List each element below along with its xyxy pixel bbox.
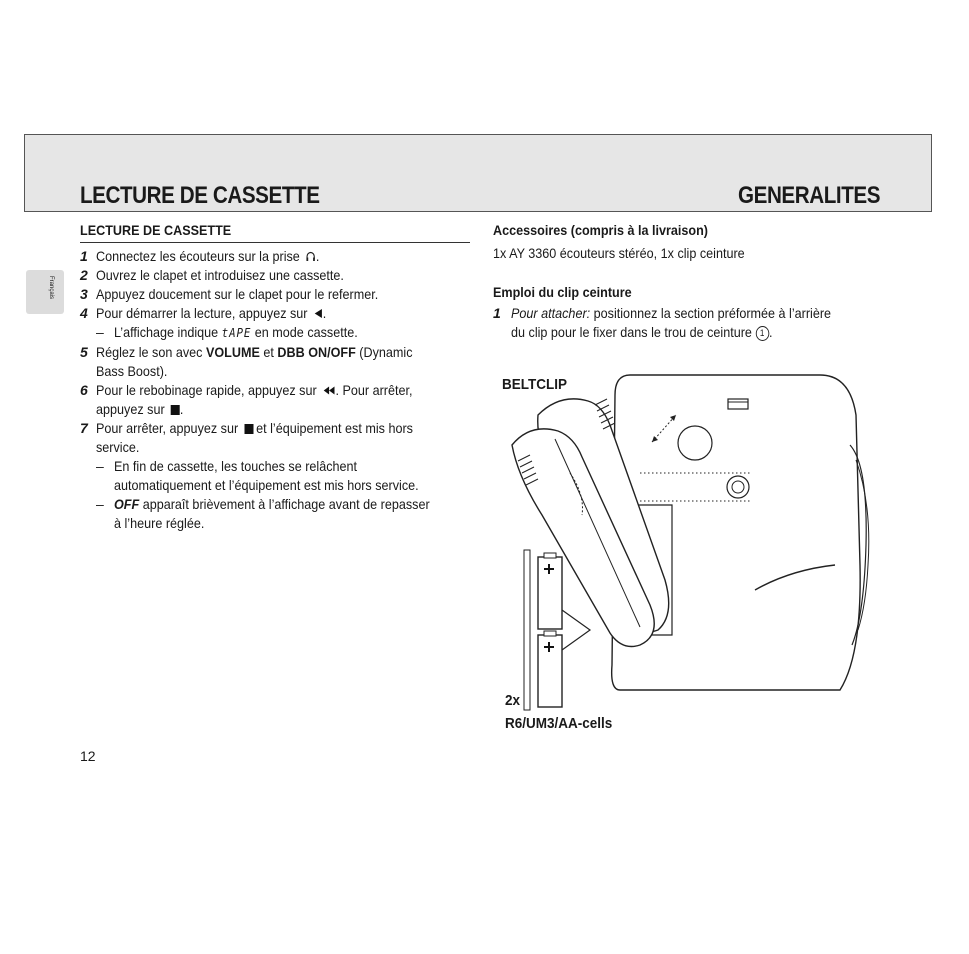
rewind-icon bbox=[323, 386, 336, 395]
left-column bbox=[80, 221, 470, 533]
cells-count-label: 2x bbox=[505, 692, 521, 709]
page-number: 12 bbox=[80, 748, 96, 764]
play-back-icon bbox=[314, 308, 323, 319]
beltclip-step-1: 1 Pour attacher: positionnez la section préformée à l’arrière du clip pour le fixer dans le trou de ceinture 1 . bbox=[493, 305, 832, 340]
language-tab bbox=[26, 270, 64, 314]
language-tab-label: Français bbox=[48, 276, 54, 300]
step-7: 7 Pour arrêter, appuyez sur et l’équipement est mis hors service. bbox=[80, 420, 413, 455]
right-column bbox=[493, 221, 913, 342]
step-7-note-2: – OFF apparaît brièvement à l’affichage avant de repasser à l’heure réglée. bbox=[96, 496, 430, 531]
beltclip-label: BELTCLIP bbox=[502, 376, 567, 393]
step-4-note: – L’affichage indique tAPE en mode cassette. bbox=[96, 324, 358, 340]
step-5: 5 Réglez le son avec VOLUME et DBB ON/OFF (Dynamic Bass Boost). bbox=[80, 344, 413, 379]
step-2: 2 Ouvrez le clapet et introduisez une cassette. bbox=[80, 267, 344, 283]
callout-number: 1 bbox=[755, 326, 769, 341]
step-4: 4 Pour démarrer la lecture, appuyez sur . bbox=[80, 305, 327, 321]
step-1: 1 Connectez les écouteurs sur la prise . bbox=[80, 248, 320, 264]
accessories-text: 1x AY 3360 écouteurs stéréo, 1x clip ceinture bbox=[493, 245, 745, 261]
stop-icon bbox=[244, 424, 253, 434]
stop-icon bbox=[171, 405, 180, 415]
headphone-icon bbox=[306, 251, 316, 262]
beltclip-illustration bbox=[490, 365, 870, 735]
lcd-tape-display: tAPE bbox=[221, 326, 252, 340]
cells-type-label: R6/UM3/AA-cells bbox=[505, 715, 613, 732]
step-6: 6 Pour le rebobinage rapide, appuyez sur . Pour arrêter, appuyez sur . bbox=[80, 382, 413, 417]
left-subhead: LECTURE DE CASSETTE bbox=[80, 221, 470, 243]
step-7-note-1: – En fin de cassette, les touches se relâchent automatiquement et l’équipement est mis hors service. bbox=[96, 458, 419, 493]
left-page-title: LECTURE DE CASSETTE bbox=[80, 182, 320, 209]
right-page-title: GENERALITES bbox=[738, 182, 881, 209]
beltclip-heading: Emploi du clip ceinture bbox=[493, 284, 632, 300]
accessories-heading: Accessoires (compris à la livraison) bbox=[493, 222, 709, 238]
step-3: 3 Appuyez doucement sur le clapet pour le refermer. bbox=[80, 286, 379, 302]
